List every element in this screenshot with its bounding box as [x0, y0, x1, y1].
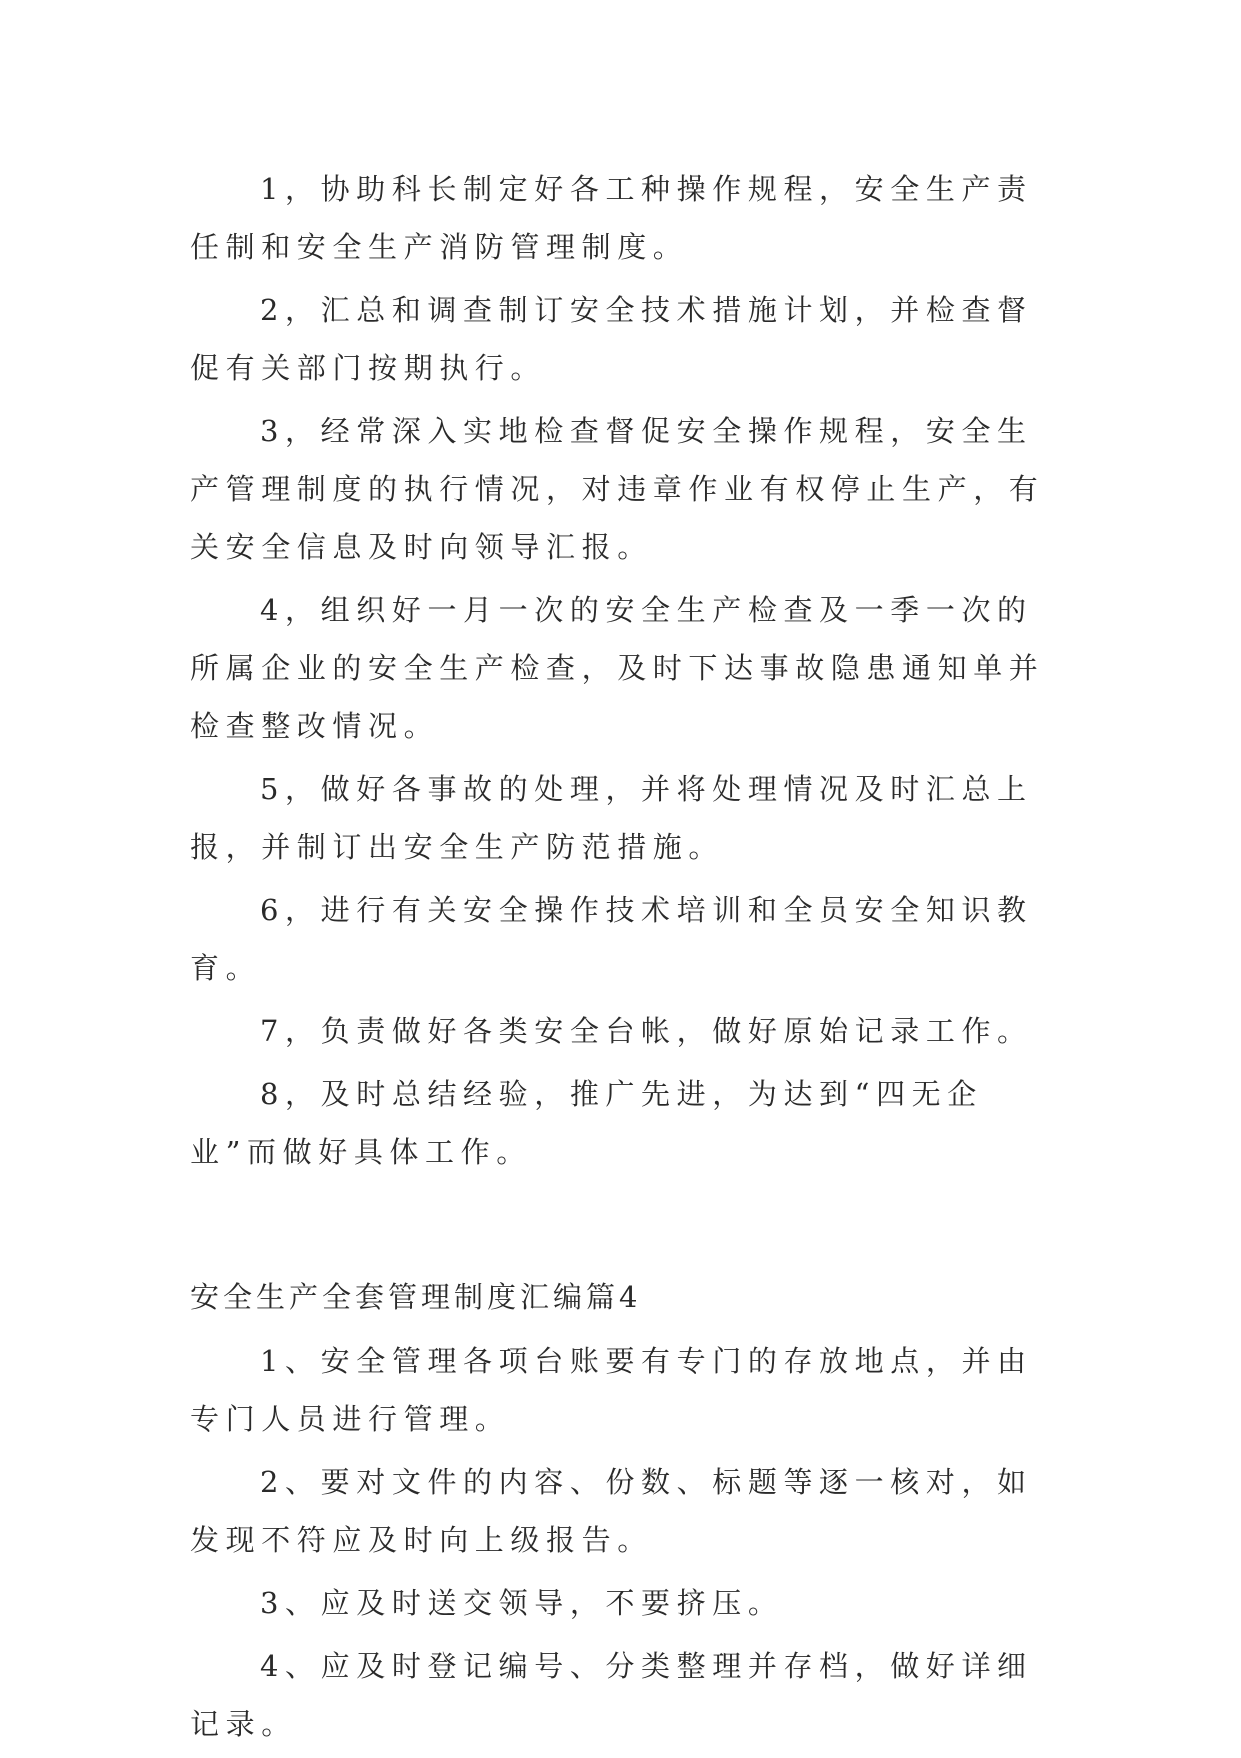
paragraph-item-2: 2，汇总和调查制订安全技术措施计划，并检查督促有关部门按期执行。 [190, 293, 1033, 385]
paragraph-item-1: 1，协助科长制定好各工种操作规程，安全生产责任制和安全生产消防管理制度。 [190, 172, 1033, 264]
rule-item-1: 1、安全管理各项台账要有专门的存放地点，并由专门人员进行管理。 [190, 1344, 1033, 1436]
rule-item-3: 3、应及时送交领导，不要挤压。 [260, 1586, 784, 1620]
paragraph-item-4: 4，组织好一月一次的安全生产检查及一季一次的所属企业的安全生产检查，及时下达事故隐患通知单并检查整改情况。 [190, 593, 1045, 743]
paragraph-item-6: 6，进行有关安全操作技术培训和全员安全知识教育。 [190, 893, 1033, 985]
section-heading: 安全生产全套管理制度汇编篇4 [190, 1280, 642, 1314]
paragraph-item-5: 5，做好各事故的处理，并将处理情况及时汇总上报，并制订出安全生产防范措施。 [190, 772, 1033, 864]
paragraph-item-3: 3，经常深入实地检查督促安全操作规程，安全生产管理制度的执行情况，对违章作业有权停止生产，有关安全信息及时向领导汇报。 [190, 414, 1045, 564]
document-body [190, 160, 1060, 1758]
rule-item-4: 4、应及时登记编号、分类整理并存档，做好详细记录。 [190, 1649, 1033, 1741]
paragraph-item-8: 8，及时总结经验，推广先进，为达到“四无企业”而做好具体工作。 [190, 1077, 983, 1169]
rule-item-2: 2、要对文件的内容、份数、标题等逐一核对，如发现不符应及时向上级报告。 [190, 1465, 1033, 1557]
paragraph-item-7: 7，负责做好各类安全台帐，做好原始记录工作。 [260, 1014, 1033, 1048]
